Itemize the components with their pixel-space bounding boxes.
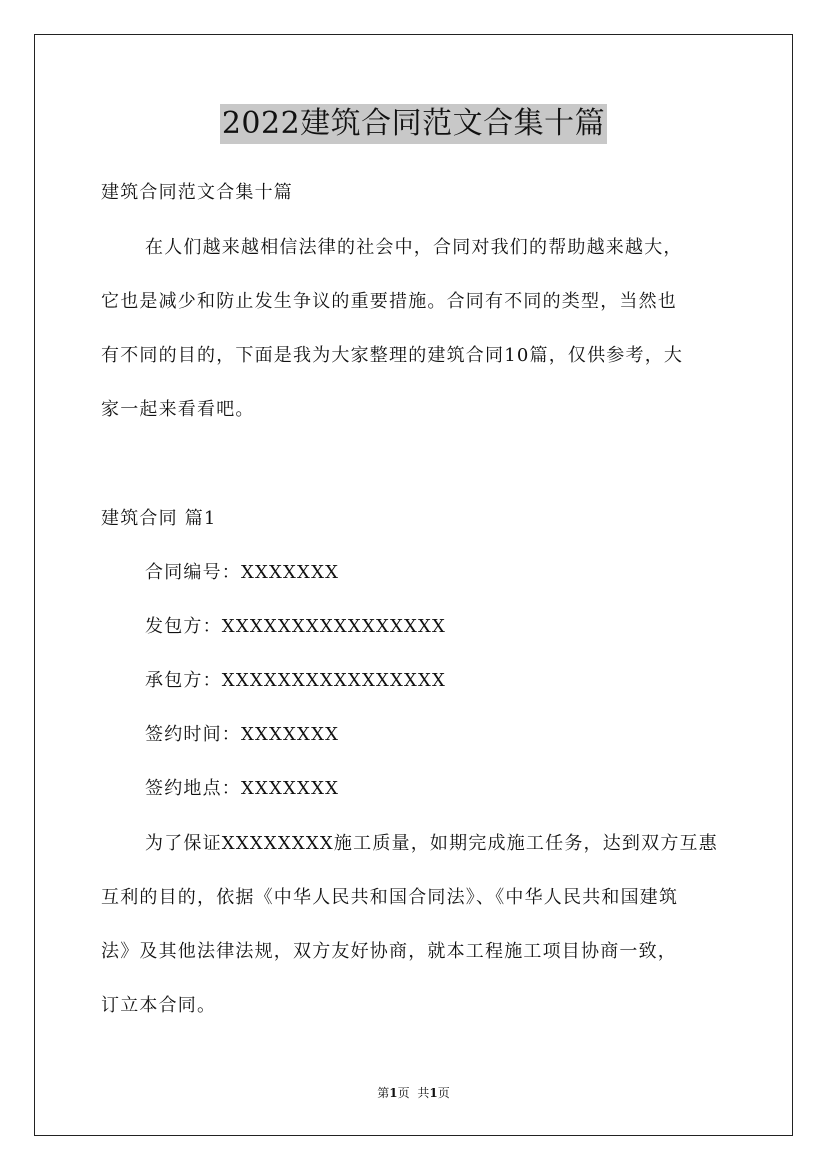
page-prefix: 第 bbox=[377, 1086, 390, 1100]
intro-line: 它也是减少和防止发生争议的重要措施。合同有不同的类型，当然也 bbox=[101, 291, 677, 312]
body-line: 法》及其他法律法规，双方友好协商，就本工程施工项目协商一致， bbox=[101, 941, 677, 962]
page-footer bbox=[0, 1085, 827, 1101]
page-number: 1 bbox=[389, 1086, 398, 1100]
field-signing-place: 签约地点：XXXXXXX bbox=[145, 778, 340, 799]
intro-line: 家一起来看看吧。 bbox=[101, 399, 255, 420]
total-pages: 1 bbox=[429, 1086, 438, 1100]
document-subtitle: 建筑合同范文合集十篇 bbox=[101, 182, 293, 203]
body-line: 互利的目的，依据《中华人民共和国合同法》、《中华人民共和国建筑 bbox=[101, 887, 679, 908]
body-line: 为了保证XXXXXXXX施工质量，如期完成施工任务，达到双方互惠 bbox=[145, 833, 718, 854]
field-contractor: 承包方：XXXXXXXXXXXXXXXX bbox=[145, 670, 447, 691]
document-title-text: 2022建筑合同范文合集十篇 bbox=[220, 104, 607, 144]
field-employer: 发包方：XXXXXXXXXXXXXXXX bbox=[145, 616, 447, 637]
page-suffix: 页 bbox=[397, 1086, 410, 1100]
body-line: 订立本合同。 bbox=[101, 995, 217, 1016]
intro-line: 有不同的目的，下面是我为大家整理的建筑合同10篇，仅供参考，大 bbox=[101, 345, 684, 366]
total-prefix: 共 bbox=[417, 1086, 430, 1100]
document-title bbox=[0, 103, 827, 144]
field-signing-time: 签约时间：XXXXXXX bbox=[145, 724, 340, 745]
section-heading: 建筑合同 篇1 bbox=[101, 508, 217, 529]
total-suffix: 页 bbox=[437, 1086, 450, 1100]
field-contract-number: 合同编号：XXXXXXX bbox=[145, 562, 340, 583]
intro-line: 在人们越来越相信法律的社会中，合同对我们的帮助越来越大， bbox=[145, 237, 683, 258]
